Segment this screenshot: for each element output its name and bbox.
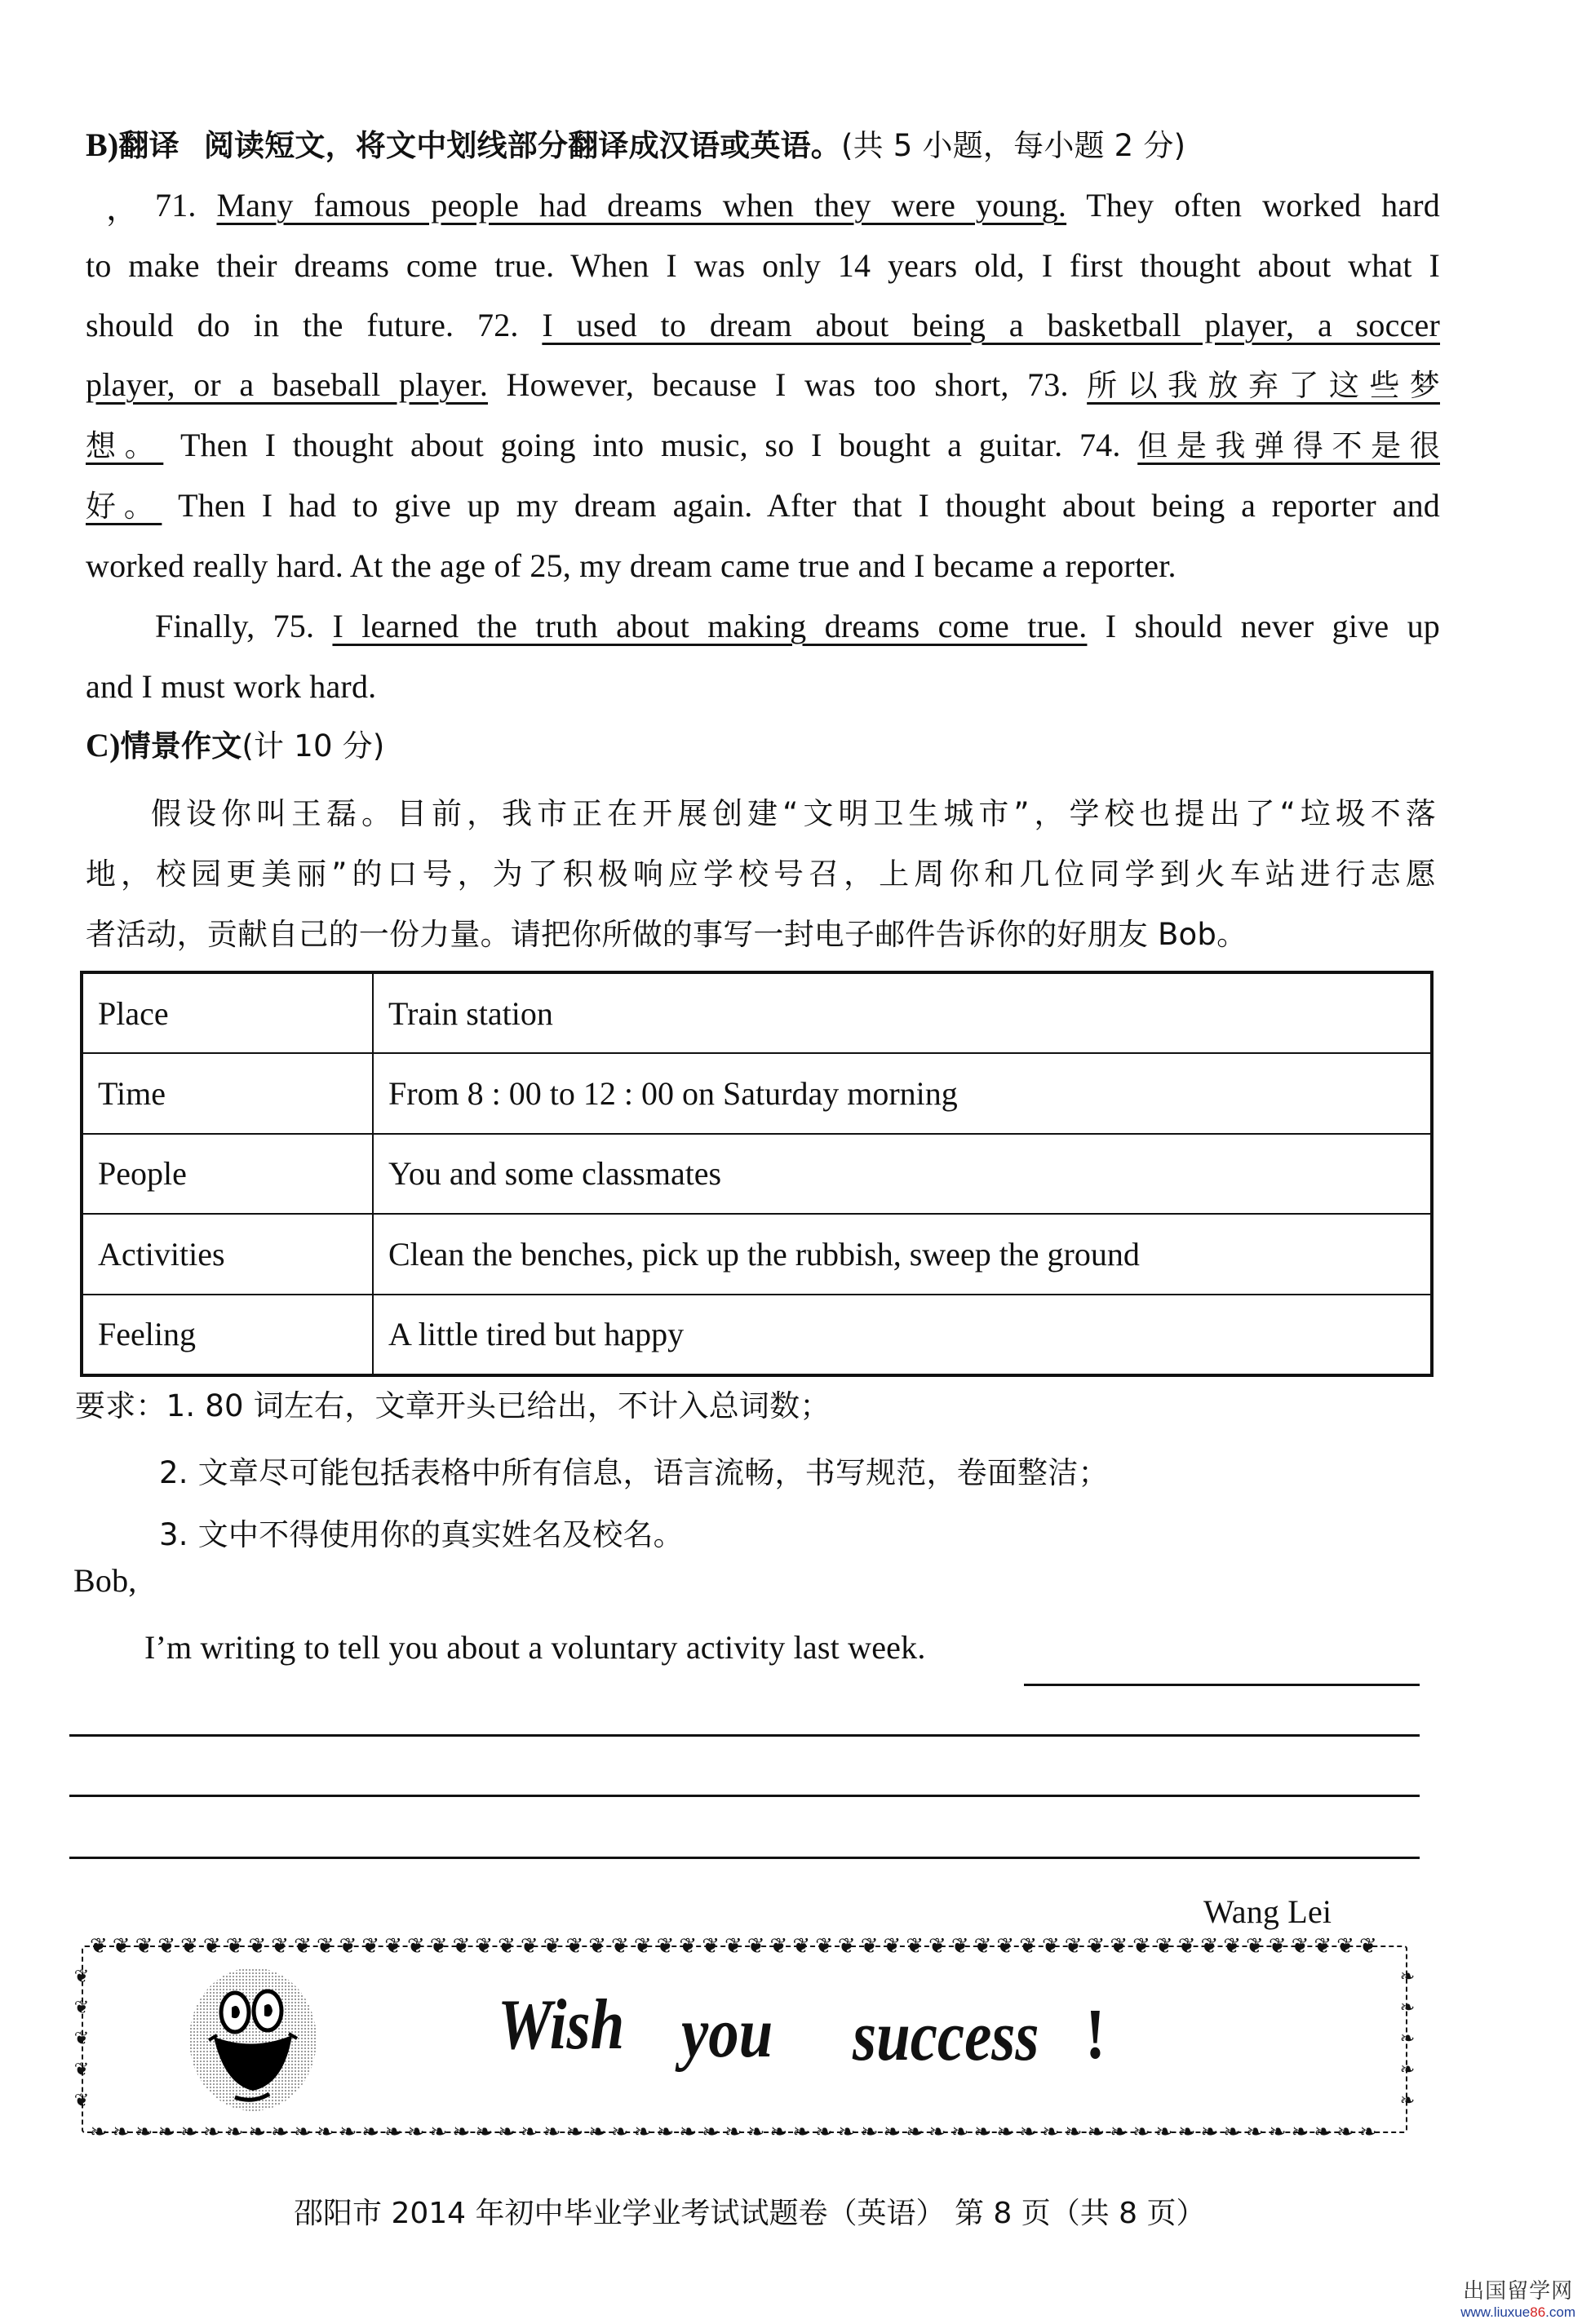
- table-row: [82, 1214, 1432, 1294]
- section-c-title: 情景作文: [120, 728, 242, 764]
- section-c-score: (计 10 分): [242, 728, 385, 764]
- passage-text: to make their dreams come true. When I was only 14 years old, I first thought about what I: [86, 247, 1440, 284]
- translate-target-75: I learned the truth about making dreams come true.: [332, 608, 1088, 644]
- table-label: Time: [82, 1053, 373, 1133]
- passage-text: should do in the future.: [86, 307, 477, 343]
- passage-line: [86, 365, 1440, 405]
- passage-line: [86, 547, 1440, 586]
- passage-text: worked really hard. At the age of 25, my dream came true and I became a reporter.: [86, 547, 1177, 584]
- passage-line: [86, 246, 1440, 286]
- passage-text: I should never give up: [1087, 608, 1440, 644]
- passage-line: [86, 426, 1440, 466]
- requirement-text: 1. 80 词左右，文章开头已给出，不计入总词数；: [166, 1388, 831, 1423]
- page-footer: 邵阳市 2014 年初中毕业学业考试试题卷（英语） 第 8 页（共 8 页）: [294, 2197, 1206, 2230]
- passage-text: and I must work hard.: [86, 668, 377, 705]
- section-b-score: (共 5 小题，每小题 2 分): [841, 128, 1186, 163]
- floral-border-right: ❧ ❧ ❧ ❧ ❧: [1399, 1967, 1416, 2111]
- writing-line[interactable]: [69, 1734, 1420, 1737]
- section-c-heading: [86, 726, 1440, 766]
- opening-sentence: I’m writing to tell you about a voluntary activity last week.: [144, 1629, 926, 1666]
- question-number: 72.: [477, 307, 519, 343]
- section-c-label: C): [86, 727, 121, 764]
- translate-target-74-cont: 好。: [86, 489, 162, 524]
- question-number: 75.: [273, 608, 315, 644]
- table-value: Train station: [373, 972, 1432, 1053]
- requirement-2: 2. 文章尽可能包括表格中所有信息，语言流畅，书写规范，卷面整洁；: [159, 1455, 1109, 1490]
- section-b-instruction: 阅读短文，将文中划线部分翻译成汉语或英语。: [203, 128, 842, 163]
- section-b-label: B): [86, 126, 119, 163]
- table-label: People: [82, 1134, 373, 1214]
- table-row: [82, 972, 1432, 1053]
- salutation: Bob,: [73, 1562, 137, 1599]
- passage-text: Then I thought about going into music, so I bought a guitar.: [163, 427, 1079, 463]
- passage-line: [155, 607, 1440, 646]
- passage-text: They often worked hard: [1066, 187, 1440, 224]
- question-number: 71.: [155, 187, 197, 224]
- question-number: 74.: [1079, 427, 1121, 463]
- passage-text: Then I had to give up my dream again. After that I thought about being a reporter and: [162, 487, 1440, 524]
- banner-word: !: [1085, 1995, 1106, 2074]
- requirement-1: [75, 1387, 1429, 1426]
- translate-target-72: I used to dream about being a basketball player, a soccer: [542, 307, 1441, 343]
- stray-mark: ，: [106, 190, 140, 227]
- section-b-heading: [86, 126, 1440, 166]
- passage-text: However, because I was too short,: [488, 366, 1028, 403]
- table-row: [82, 1134, 1432, 1214]
- passage-line: [86, 667, 1440, 706]
- table-value: You and some classmates: [373, 1134, 1432, 1214]
- watermark-url[interactable]: [1460, 2304, 1575, 2321]
- translate-target-73: 所以我放弃了这些梦: [1087, 368, 1440, 403]
- translate-target-71: Many famous people had dreams when they were young.: [216, 187, 1067, 224]
- watermark-url-highlight: 86: [1530, 2304, 1546, 2320]
- translate-target-73-cont: 想。: [86, 428, 164, 463]
- banner-word: success: [853, 1997, 1039, 2076]
- banner-word: you: [681, 1994, 773, 2073]
- table-label: Place: [82, 972, 373, 1053]
- watermark-url-prefix: www.liuxue: [1460, 2304, 1531, 2320]
- requirement-3: 3. 文中不得使用你的真实姓名及校名。: [159, 1517, 684, 1552]
- watermark-url-suffix: .com: [1545, 2304, 1575, 2320]
- passage-line: [106, 186, 1440, 227]
- banner-word: Wish: [498, 1985, 625, 2065]
- watermark-site-name: 出国留学网: [1463, 2279, 1574, 2304]
- prompt-line: 假设你叫王磊。目前，我市正在开展创建“文明卫生城市”，学校也提出了“垃圾不落: [151, 796, 1436, 831]
- passage-text: Finally,: [155, 608, 273, 644]
- wish-banner: [73, 1934, 1416, 2145]
- requirements-label: 要求：: [75, 1388, 166, 1423]
- writing-line[interactable]: [1024, 1684, 1420, 1686]
- writing-line[interactable]: [69, 1795, 1420, 1797]
- table-value: A little tired but happy: [373, 1295, 1432, 1375]
- table-label: Activities: [82, 1214, 373, 1294]
- signature: Wang Lei: [1203, 1893, 1332, 1930]
- writing-line[interactable]: [69, 1857, 1420, 1859]
- smiley-face-icon: [179, 1962, 326, 2117]
- table-value: From 8 : 00 to 12 : 00 on Saturday morning: [373, 1053, 1432, 1133]
- table-label: Feeling: [82, 1295, 373, 1375]
- section-b-title: 翻译: [118, 128, 179, 163]
- translate-target-72-cont: player, or a baseball player.: [86, 366, 489, 403]
- prompt-line: 地，校园更美丽”的口号，为了积极响应学校号召，上周你和几位同学到火车站进行志愿: [86, 857, 1436, 892]
- table-row: [82, 1295, 1432, 1375]
- table-value: Clean the benches, pick up the rubbish, sweep the ground: [373, 1214, 1432, 1294]
- passage-line: [86, 306, 1440, 345]
- prompt-line: 者活动，贡献自己的一份力量。请把你所做的事写一封电子邮件告诉你的好朋友 Bob。: [86, 917, 1247, 952]
- table-row: [82, 1053, 1432, 1133]
- floral-border-top: ❦❦❦❦❦❦❦❦❦❦❦❦❦❦❦❦❦❦❦❦❦❦❦❦❦❦❦❦❦❦❦❦❦❦❦❦❦❦❦❦❦❦❦❦❦❦❦❦❦❦❦❦❦❦❦❦❦: [90, 1934, 1382, 1959]
- watermark: [1460, 2274, 1575, 2321]
- question-number: 73.: [1027, 366, 1069, 403]
- floral-border-bottom: ❧❧❧❧❧❧❧❧❧❧❧❧❧❧❧❧❧❧❧❧❧❧❧❧❧❧❧❧❧❧❧❧❧❧❧❧❧❧❧❧❧❧❧❧❧❧❧❧❧❧❧❧❧❧❧❧❧: [90, 2120, 1382, 2145]
- passage-line: [86, 486, 1440, 526]
- translate-target-74: 但是我弹得不是很: [1137, 428, 1440, 463]
- floral-border-left: ❦ ❦ ❦ ❦ ❦: [73, 1967, 90, 2111]
- info-table: [80, 971, 1434, 1377]
